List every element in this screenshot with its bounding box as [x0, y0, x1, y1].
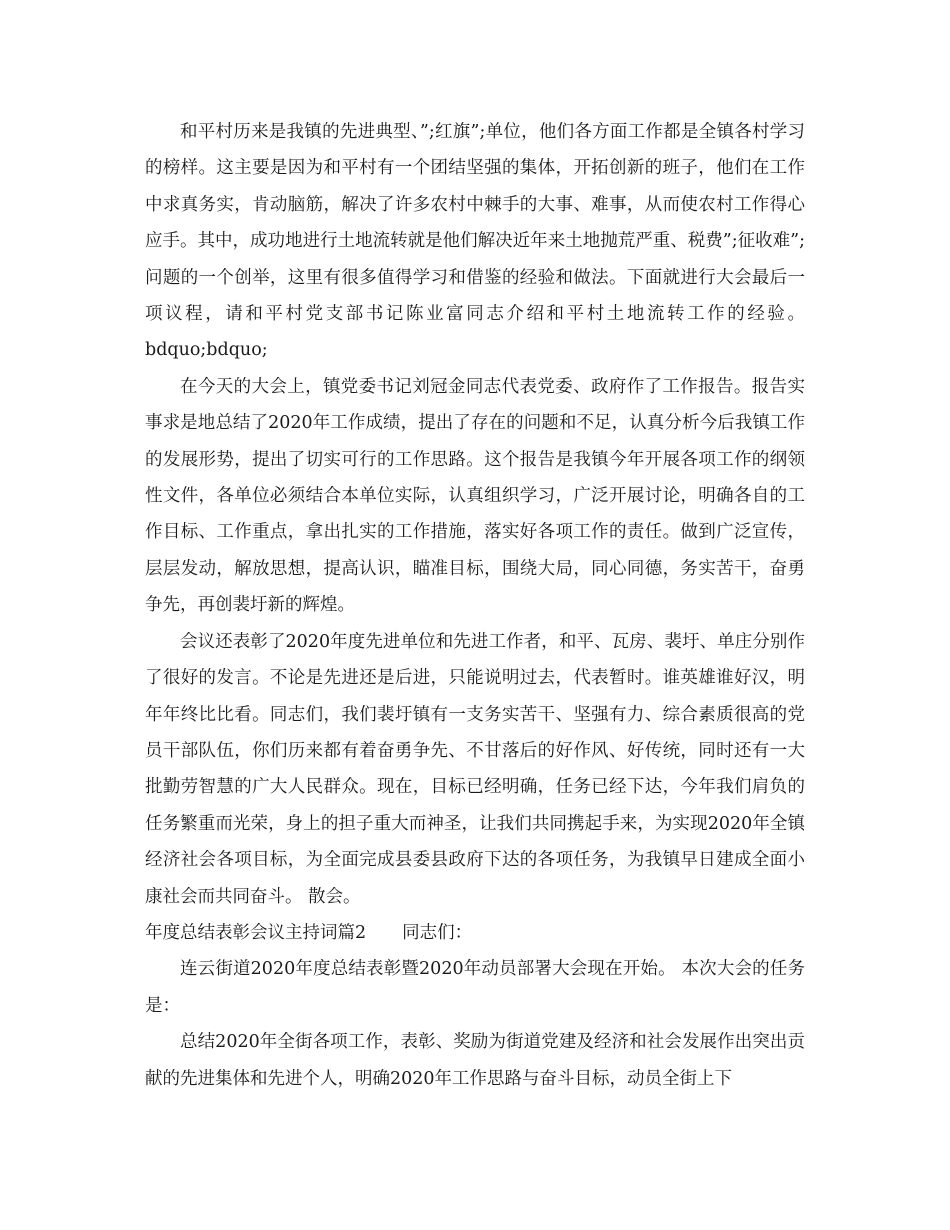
paragraph-meeting-open: 连云街道2020年度总结表彰暨2020年动员部署大会现在开始。 本次大会的任务是：: [145, 959, 805, 1016]
section-heading-line: [145, 915, 805, 951]
document-body: [145, 114, 805, 1097]
greeting: 同志们：: [402, 922, 473, 943]
paragraph-hepingcun: 和平村历来是我镇的先进典型、”;红旗”;单位，他们各方面工作都是全镇各村学习的榜样。这主要是因为和平村有一个团结坚强的集体，开拓创新的班子，他们在工作中求真务实，肯动脑筋，解决了许多农村中棘手的大事、难事，从而使农村工作得心应手。其中，成功地进行土地流转就是他们解决近年来土地抛荒严重、税费”;征收难”;问题的一个创举，这里有很多值得学习和借鉴的经验和做法。下面就进行大会最后一项议程，请和平村党支部书记陈业富同志介绍和平村土地流转工作的经验。bdquo;bdquo;: [145, 122, 805, 361]
paragraph-work-report: 在今天的大会上，镇党委书记刘冠金同志代表党委、政府作了工作报告。报告实事求是地总结了2020年工作成绩，提出了存在的问题和不足，认真分析今后我镇工作的发展形势，提出了切实可行的工作思路。这个报告是我镇今年开展各项工作的纲领性文件，各单位必须结合本单位实际，认真组织学习，广泛开展讨论，明确各自的工作目标、工作重点，拿出扎实的工作措施，落实好各项工作的责任。做到广泛宣传，层层发动，解放思想，提高认识，瞄准目标，围绕大局，同心同德，务实苦干，奋勇争先，再创裴圩新的辉煌。: [145, 376, 805, 616]
paragraph-meeting-tasks: 总结2020年全街各项工作，表彰、奖励为街道党建及经济和社会发展作出突出贡献的先进集体和先进个人，明确2020年工作思路与奋斗目标，动员全街上下: [145, 1032, 805, 1089]
paragraph-commendation: 会议还表彰了2020年度先进单位和先进工作者，和平、瓦房、裴圩、单庄分别作了很好的发言。不论是先进还是后进，只能说明过去，代表暂时。谁英雄谁好汉，明年年终比比看。同志们，我们裴圩镇有一支务实苦干、坚强有力、综合素质很高的党员干部队伍，你们历来都有着奋勇争先、不甘落后的好作风、好传统，同时还有一大批勤劳智慧的广大人民群众。现在，目标已经明确，任务已经下达，今年我们肩负的任务繁重而光荣，身上的担子重大而神圣，让我们共同携起手来，为实现2020年全镇经济社会各项目标，为全面完成县委县政府下达的各项任务，为我镇早日建成全面小康社会而共同奋斗。 散会。: [145, 631, 805, 907]
section-heading: 年度总结表彰会议主持词篇2: [145, 922, 367, 943]
